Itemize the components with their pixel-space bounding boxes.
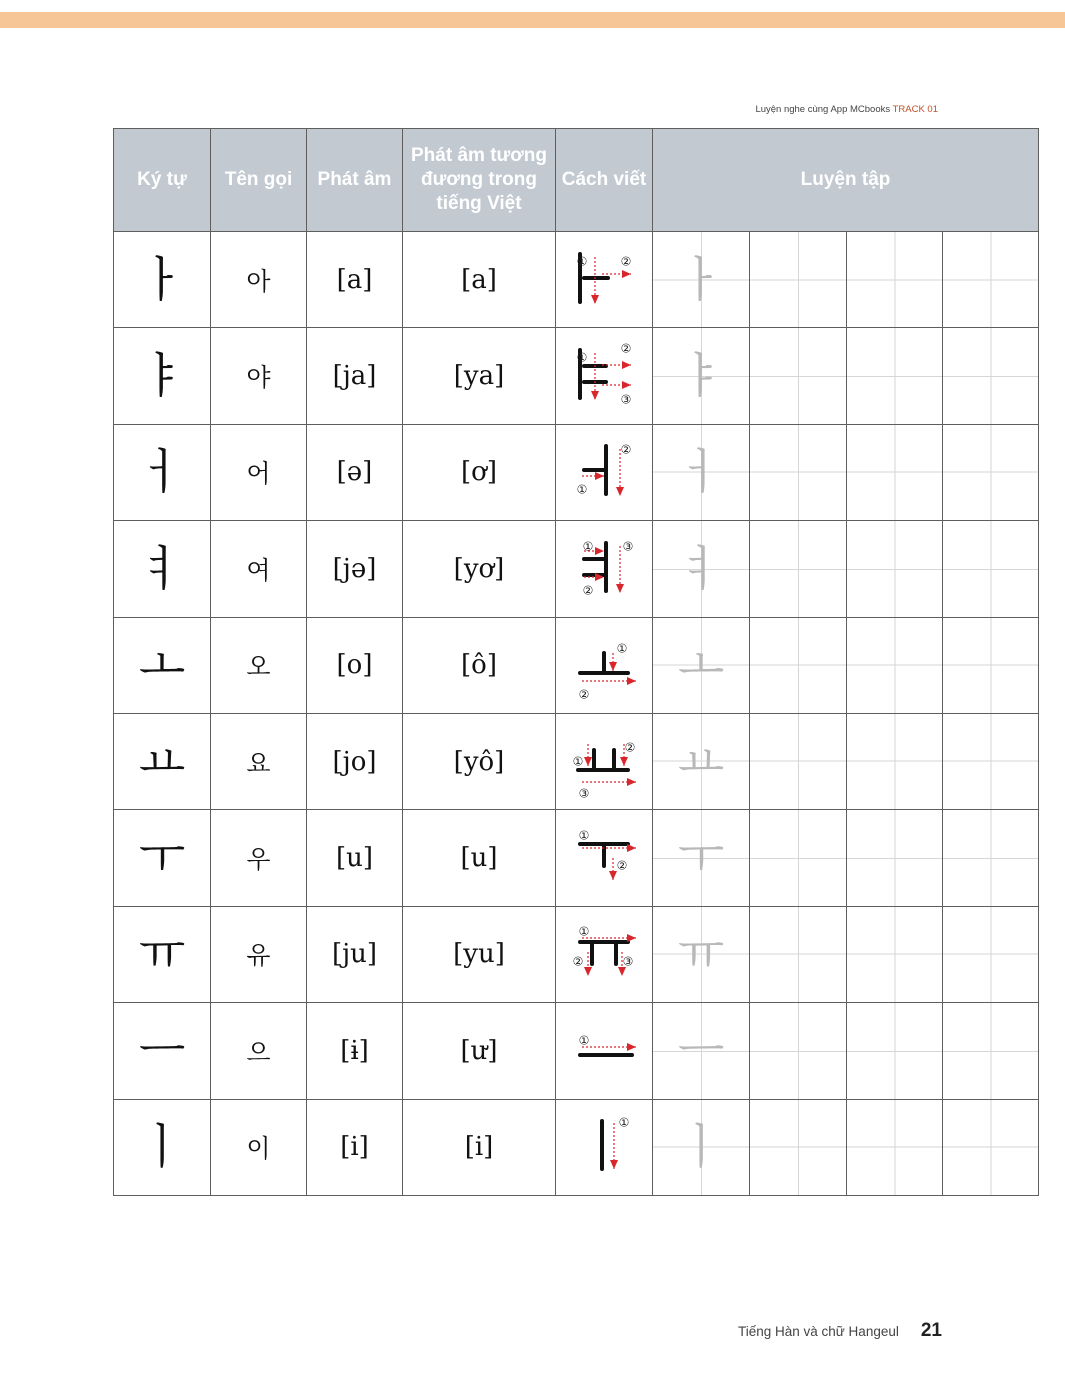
practice-box[interactable] [653,810,750,906]
page-footer [738,1320,942,1342]
practice-box[interactable] [750,232,847,328]
vowel-name-cell [211,617,307,713]
vowel-character-cell [114,424,211,520]
stroke-order-cell [556,617,653,713]
vowel-character-cell [114,617,211,713]
vietnamese-equivalent-cell [403,713,556,809]
pronunciation-ipa: [a] [336,264,373,295]
stroke-order-number: ② [616,858,628,873]
practice-box[interactable] [943,617,1039,713]
arrow-head-icon [620,757,628,766]
arrow-head-icon [627,1043,636,1051]
practice-box[interactable] [847,232,943,328]
vietnamese-equivalent-cell [403,810,556,906]
pronunciation-ipa: [ja] [332,361,377,392]
vowel-name-cell [211,424,307,520]
stroke-order-number: ② [620,254,632,269]
vietnamese-equivalent: [ya] [453,361,505,392]
stroke-order-number: ① [578,1033,590,1048]
tracing-guide-character: ㅠ [677,926,725,983]
col-header-vietnamese: Phát âm tương đương trong tiếng Việt [403,129,556,232]
pronunciation-ipa: [ɨ] [340,1035,369,1066]
stroke-order-number: ② [624,740,636,755]
vowel-character-cell [114,232,211,328]
tracing-guide-character: ㅛ [677,733,725,790]
vowel-name: 우 [246,845,271,875]
practice-box[interactable] [847,810,943,906]
arrow-head-icon [595,472,604,480]
vietnamese-equivalent: [yô] [453,746,505,777]
vietnamese-equivalent: [ô] [461,650,497,681]
arrow-head-icon [622,270,631,278]
vietnamese-equivalent: [yu] [453,939,505,970]
pronunciation-ipa: [i] [340,1132,369,1163]
arrow-head-icon [627,934,636,942]
stroke-order-cell [556,424,653,520]
vowel-name: 오 [246,652,271,682]
vowel-character-cell [114,713,211,809]
stroke-order-number: ③ [622,539,634,554]
practice-box[interactable] [653,521,750,617]
stroke-order-cell [556,232,653,328]
book-title: Tiếng Hàn và chữ Hangeul [737,1324,899,1339]
arrow-head-icon [622,361,631,369]
practice-box[interactable] [750,328,847,424]
stroke-order-number: ③ [622,954,634,969]
practice-box[interactable] [653,424,750,520]
vowel-name-cell [211,810,307,906]
vowel-character: ㅡ [138,1022,186,1079]
arrow-head-icon [591,295,599,304]
vowel-name-cell [211,1099,307,1195]
stroke-order-cell [556,1099,653,1195]
practice-box[interactable] [750,1099,847,1195]
practice-box[interactable] [653,232,750,328]
stroke-order-number: ③ [620,392,632,407]
pronunciation-ipa-cell [307,1099,403,1195]
stroke-order-number: ① [578,828,590,843]
arrow-head-icon [584,967,592,976]
practice-box[interactable] [943,424,1039,520]
stroke-order-cell [556,713,653,809]
arrow-head-icon [610,1160,618,1169]
pronunciation-ipa: [ju] [331,939,378,970]
stroke-order-number: ① [576,350,588,365]
practice-box[interactable] [847,1099,943,1195]
vietnamese-equivalent: [ơ] [461,457,497,488]
vowel-name-cell [211,232,307,328]
practice-box[interactable] [653,1099,750,1195]
col-header-pronunciation: Phát âm [307,129,403,232]
pronunciation-ipa-cell [307,906,403,1002]
vietnamese-equivalent: [u] [460,843,498,874]
table-row [114,424,1039,520]
vowel-name: 아 [246,266,271,296]
col-header-name: Tên gọi [211,129,307,232]
vowel-character-cell [114,1003,211,1099]
arrow-head-icon [616,584,624,593]
vowel-character: ㅓ [138,444,186,501]
stroke-order-number: ② [572,954,584,969]
pronunciation-ipa-cell [307,617,403,713]
pronunciation-ipa: [o] [336,650,373,681]
vowel-name: 이 [246,1134,271,1164]
stroke-order-number: ② [582,583,594,598]
pronunciation-ipa-cell [307,232,403,328]
practice-box[interactable] [847,906,943,1002]
page-number: 21 [920,1320,942,1341]
tracing-guide-character: ㅓ [677,444,725,501]
stroke-order-cell [556,810,653,906]
practice-box[interactable] [750,617,847,713]
tracing-guide-character: ㅡ [677,1022,725,1079]
vowel-name-cell [211,328,307,424]
practice-box[interactable] [750,521,847,617]
vietnamese-equivalent-cell [403,521,556,617]
stroke-order-diagram [558,340,650,412]
vowel-character: ㅠ [138,926,186,983]
arrow-head-icon [584,757,592,766]
pronunciation-ipa-cell [307,810,403,906]
table-row [114,617,1039,713]
arrow-head-icon [609,662,617,671]
vowel-character-cell [114,521,211,617]
stroke-order-number: ① [618,1115,630,1130]
practice-box[interactable] [750,906,847,1002]
pronunciation-ipa-cell [307,328,403,424]
vietnamese-equivalent-cell [403,617,556,713]
stroke-order-number: ② [578,687,590,702]
practice-box[interactable] [653,713,750,809]
vietnamese-equivalent-cell [403,906,556,1002]
stroke-order-diagram [558,1015,650,1087]
stroke-order-number: ③ [578,786,590,798]
pronunciation-ipa-cell [307,1003,403,1099]
vietnamese-equivalent: [ư] [460,1035,498,1066]
top-accent-bar [0,12,1065,28]
vowel-name: 요 [246,748,271,778]
practice-box[interactable] [653,617,750,713]
vowel-character: ㅑ [138,348,186,405]
stroke-order-cell [556,906,653,1002]
vowel-character: ㅛ [138,733,186,790]
pronunciation-ipa-cell [307,521,403,617]
stroke-order-number: ① [582,539,594,554]
practice-box[interactable] [847,521,943,617]
pronunciation-ipa-cell [307,713,403,809]
practice-box[interactable] [943,713,1039,809]
arrow-head-icon [622,381,631,389]
practice-box[interactable] [750,1003,847,1099]
practice-box[interactable] [750,424,847,520]
practice-box[interactable] [750,713,847,809]
vietnamese-equivalent: [yơ] [453,553,505,584]
practice-box[interactable] [943,328,1039,424]
table-row [114,713,1039,809]
stroke-order-diagram [558,726,650,798]
vowel-name-cell [211,1003,307,1099]
audio-track-note [755,104,938,115]
vowel-name: 야 [246,363,271,393]
pronunciation-ipa: [ə] [336,457,373,488]
stroke-order-diagram [558,1111,650,1183]
vowel-chart-table [113,128,1039,1196]
practice-box[interactable] [943,521,1039,617]
stroke-order-number: ① [616,641,628,656]
vietnamese-equivalent-cell [403,424,556,520]
vietnamese-equivalent: [a] [461,264,497,295]
stroke-order-diagram [558,436,650,508]
vowel-character: ㅣ [138,1119,186,1176]
track-note-text: Luyện nghe cùng App MCbooks [755,104,893,115]
practice-box[interactable] [943,232,1039,328]
practice-box[interactable] [750,810,847,906]
table-row [114,1003,1039,1099]
arrow-head-icon [591,391,599,400]
col-header-character: Ký tự [114,129,211,232]
practice-box[interactable] [847,713,943,809]
stroke-order-number: ① [576,254,588,269]
track-number: TRACK 01 [892,104,938,115]
table-row [114,232,1039,328]
vowel-name-cell [211,713,307,809]
pronunciation-ipa-cell [307,424,403,520]
table-row [114,906,1039,1002]
practice-box[interactable] [653,1003,750,1099]
stroke-order-cell [556,1003,653,1099]
practice-box[interactable] [847,424,943,520]
tracing-guide-character: ㅑ [677,348,725,405]
stroke-order-diagram [558,629,650,701]
practice-box[interactable] [653,328,750,424]
vietnamese-equivalent-cell [403,232,556,328]
table-row [114,328,1039,424]
vowel-character-cell [114,810,211,906]
stroke-order-number: ① [578,924,590,939]
practice-box[interactable] [943,1099,1039,1195]
pronunciation-ipa: [u] [335,843,374,874]
stroke-order-diagram [558,822,650,894]
stroke-order-cell [556,328,653,424]
stroke-order-diagram [558,918,650,990]
vietnamese-equivalent-cell [403,1099,556,1195]
col-header-practice: Luyện tập [653,129,1039,232]
stroke-order-diagram [558,244,650,316]
vowel-name: 어 [246,459,271,489]
vowel-character: ㅕ [138,540,186,597]
practice-box[interactable] [847,617,943,713]
table-header-row [114,129,1039,232]
arrow-head-icon [627,778,636,786]
tracing-guide-character: ㅣ [677,1119,725,1176]
arrow-head-icon [595,547,604,555]
practice-box[interactable] [943,1003,1039,1099]
table-row [114,810,1039,906]
vowel-character: ㅗ [138,637,186,694]
stroke-order-cell [556,521,653,617]
practice-box[interactable] [653,906,750,1002]
arrow-head-icon [627,844,636,852]
vowel-name-cell [211,521,307,617]
pronunciation-ipa: [jə] [332,553,377,584]
stroke-order-number: ② [620,442,632,457]
tracing-guide-character: ㅏ [677,251,725,308]
vowel-name: 으 [246,1037,271,1067]
practice-box[interactable] [943,906,1039,1002]
arrow-head-icon [616,487,624,496]
arrow-head-icon [627,677,636,685]
table-row [114,521,1039,617]
practice-box[interactable] [847,328,943,424]
vowel-character-cell [114,1099,211,1195]
vietnamese-equivalent: [i] [464,1132,494,1163]
table-row [114,1099,1039,1195]
vietnamese-equivalent-cell [403,1003,556,1099]
vowel-name: 여 [246,555,271,585]
vowel-character-cell [114,328,211,424]
stroke-order-number: ① [576,482,588,497]
practice-box[interactable] [847,1003,943,1099]
stroke-order-diagram [558,533,650,605]
practice-box[interactable] [943,810,1039,906]
tracing-guide-character: ㅕ [677,540,725,597]
vowel-character-cell [114,906,211,1002]
stroke-order-number: ② [620,341,632,356]
stroke-order-number: ① [572,754,584,769]
vowel-name-cell [211,906,307,1002]
vietnamese-equivalent-cell [403,328,556,424]
vowel-character: ㅜ [138,830,186,887]
tracing-guide-character: ㅜ [677,830,725,887]
pronunciation-ipa: [jo] [332,746,377,777]
vowel-character: ㅏ [138,251,186,308]
col-header-writing: Cách viết [556,129,653,232]
tracing-guide-character: ㅗ [677,637,725,694]
vowel-name: 유 [246,941,271,971]
